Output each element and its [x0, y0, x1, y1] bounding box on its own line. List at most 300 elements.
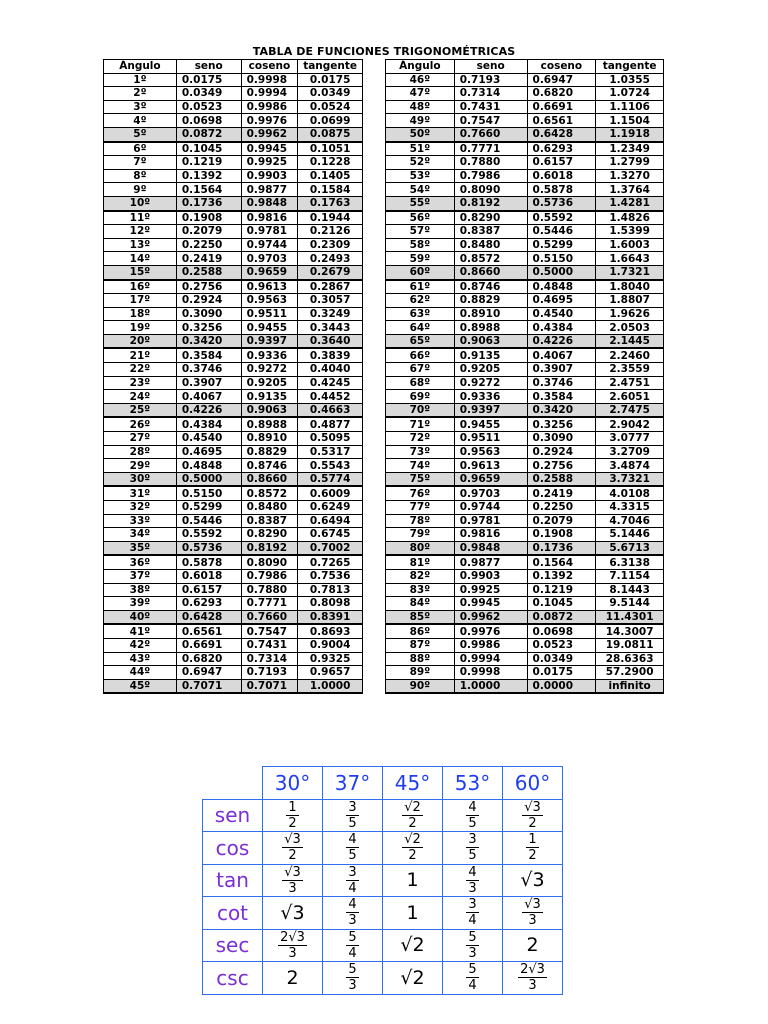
angle-cell: 76º	[386, 486, 455, 500]
denominator: 4	[468, 913, 477, 929]
angle-cell: 31º	[104, 486, 177, 500]
tangent-cell: 0.1228	[298, 156, 363, 170]
cosine-cell: 0.9613	[241, 280, 298, 294]
numerator: 4	[468, 864, 477, 880]
table-row	[386, 100, 664, 114]
function-name: cos	[203, 832, 263, 865]
function-value: √3	[503, 864, 563, 897]
fraction	[282, 866, 303, 895]
cosine-cell: 0.5736	[527, 196, 596, 210]
cosine-cell: 0.5878	[527, 183, 596, 197]
angle-cell: 48º	[386, 100, 455, 114]
angle-cell: 27º	[104, 432, 177, 446]
table-row	[104, 597, 363, 611]
tangent-cell: 0.4245	[298, 376, 363, 390]
cosine-cell: 0.1219	[527, 583, 596, 597]
cosine-cell: 0.9945	[241, 142, 298, 156]
numerator: 4	[348, 897, 357, 913]
angle-cell: 62º	[386, 294, 455, 308]
cosine-cell: 0.2756	[527, 459, 596, 473]
tangent-cell: 3.4874	[596, 459, 664, 473]
table-row	[386, 514, 664, 528]
tangent-cell: 0.6249	[298, 501, 363, 515]
angle-cell: 15º	[104, 265, 177, 279]
angle-cell: 14º	[104, 252, 177, 266]
function-value	[323, 799, 383, 832]
angle-header: 60°	[503, 767, 563, 800]
sine-cell: 0.3090	[176, 307, 241, 321]
cosine-cell: 0.9877	[241, 183, 298, 197]
table-row	[386, 679, 664, 693]
fraction	[466, 866, 478, 895]
fraction	[466, 931, 478, 960]
table-row	[386, 169, 664, 183]
tangent-cell: 2.6051	[596, 390, 664, 404]
tangent-cell: 3.2709	[596, 445, 664, 459]
angle-cell: 45º	[104, 679, 177, 693]
numerator: √2	[404, 832, 421, 848]
function-value	[443, 962, 503, 995]
cosine-cell: 0.0872	[527, 610, 596, 624]
sine-cell: 0.1219	[176, 156, 241, 170]
table-row	[104, 390, 363, 404]
sine-cell: 0.7071	[176, 679, 241, 693]
tangent-cell: 0.1405	[298, 169, 363, 183]
sine-cell: 0.6691	[176, 638, 241, 652]
cosine-cell: 0.0349	[527, 652, 596, 666]
angle-header: 53°	[443, 767, 503, 800]
tangent-cell: 0.1944	[298, 211, 363, 225]
angle-cell: 64º	[386, 321, 455, 335]
cosine-cell: 0.9659	[241, 265, 298, 279]
sine-cell: 0.6157	[176, 583, 241, 597]
angle-cell: 40º	[104, 610, 177, 624]
numerator: 4	[348, 832, 357, 848]
table-row	[104, 459, 363, 473]
cosine-cell: 0.9455	[241, 321, 298, 335]
cosine-cell: 0.9205	[241, 376, 298, 390]
cosine-cell: 0.1908	[527, 528, 596, 542]
numerator: 3	[468, 897, 477, 913]
header-row	[104, 60, 363, 74]
cosine-cell: 0.9511	[241, 307, 298, 321]
tangent-cell: 1.0724	[596, 87, 664, 101]
sine-cell: 0.7193	[454, 73, 527, 87]
table-row	[386, 541, 664, 555]
angle-cell: 33º	[104, 514, 177, 528]
sine-cell: 0.8192	[454, 196, 527, 210]
angle-cell: 67º	[386, 363, 455, 377]
table-row	[386, 376, 664, 390]
sine-cell: 0.2588	[176, 265, 241, 279]
tangent-cell: 1.0000	[298, 679, 363, 693]
table-row	[386, 225, 664, 239]
sine-cell: 0.9986	[454, 638, 527, 652]
denominator: 3	[468, 880, 477, 896]
tangent-cell: 0.4040	[298, 363, 363, 377]
angle-cell: 85º	[386, 610, 455, 624]
sine-cell: 0.4848	[176, 459, 241, 473]
sine-cell: 0.1045	[176, 142, 241, 156]
table-row	[104, 569, 363, 583]
function-row	[203, 864, 563, 897]
function-value: 2	[263, 962, 323, 995]
fraction	[526, 833, 538, 862]
angle-cell: 59º	[386, 252, 455, 266]
function-value	[263, 864, 323, 897]
fraction	[522, 898, 543, 927]
angle-cell: 9º	[104, 183, 177, 197]
cosine-cell: 0.4226	[527, 334, 596, 348]
angle-cell: 68º	[386, 376, 455, 390]
denominator: 2	[288, 848, 297, 864]
cosine-cell: 0.4540	[527, 307, 596, 321]
tangent-cell: 1.3764	[596, 183, 664, 197]
sine-cell: 0.2250	[176, 238, 241, 252]
cosine-cell: 0.0523	[527, 638, 596, 652]
table-row	[104, 363, 363, 377]
function-value	[383, 832, 443, 865]
table-row	[104, 321, 363, 335]
table-row	[104, 169, 363, 183]
function-name: csc	[203, 962, 263, 995]
table-row	[104, 183, 363, 197]
denominator: 3	[348, 913, 357, 929]
table-row	[386, 486, 664, 500]
table-row	[104, 445, 363, 459]
sine-cell: 0.9703	[454, 486, 527, 500]
function-value	[443, 929, 503, 962]
sine-cell: 0.4384	[176, 417, 241, 431]
cosine-cell: 0.1392	[527, 569, 596, 583]
tangent-cell: 3.0777	[596, 432, 664, 446]
table-row	[386, 183, 664, 197]
numerator: 5	[348, 962, 357, 978]
sine-cell: 0.9976	[454, 624, 527, 638]
cosine-cell: 0.9962	[241, 127, 298, 141]
cosine-cell: 0.8387	[241, 514, 298, 528]
table-row	[104, 238, 363, 252]
angle-cell: 8º	[104, 169, 177, 183]
cosine-cell: 0.7193	[241, 666, 298, 680]
table-row	[386, 638, 664, 652]
angle-cell: 18º	[104, 307, 177, 321]
table-row	[104, 100, 363, 114]
tangent-cell: 0.7265	[298, 555, 363, 569]
table-row	[104, 528, 363, 542]
cosine-cell: 0.9397	[241, 334, 298, 348]
angle-cell: 86º	[386, 624, 455, 638]
sine-cell: 0.2079	[176, 225, 241, 239]
tangent-cell: 2.2460	[596, 348, 664, 362]
angle-cell: 54º	[386, 183, 455, 197]
tangent-cell: 0.2867	[298, 280, 363, 294]
sine-cell: 0.5736	[176, 541, 241, 555]
angle-cell: 79º	[386, 528, 455, 542]
tangent-cell: 0.0175	[298, 73, 363, 87]
tangent-cell: 0.8693	[298, 624, 363, 638]
cosine-cell: 0.0698	[527, 624, 596, 638]
tangent-cell: 57.2900	[596, 666, 664, 680]
sine-cell: 0.9063	[454, 334, 527, 348]
sine-cell: 0.7771	[454, 142, 527, 156]
cosine-cell: 0.5000	[527, 265, 596, 279]
function-value	[263, 832, 323, 865]
tangent-cell: 0.1584	[298, 183, 363, 197]
function-row	[203, 832, 563, 865]
angle-cell: 11º	[104, 211, 177, 225]
table-row	[386, 501, 664, 515]
tangent-cell: 0.4877	[298, 417, 363, 431]
cosine-cell: 0.9336	[241, 348, 298, 362]
angle-cell: 34º	[104, 528, 177, 542]
function-row	[203, 929, 563, 962]
sine-cell: 0.8910	[454, 307, 527, 321]
angle-cell: 38º	[104, 583, 177, 597]
tangent-cell: 0.0524	[298, 100, 363, 114]
sine-cell: 0.9205	[454, 363, 527, 377]
numerator: √2	[404, 799, 421, 815]
angle-cell: 30º	[104, 472, 177, 486]
function-value	[443, 832, 503, 865]
special-angles-header-row	[203, 767, 563, 800]
cosine-cell: 0.3907	[527, 363, 596, 377]
function-value	[443, 897, 503, 930]
function-value	[443, 799, 503, 832]
header-tangent: tangente	[596, 60, 664, 74]
angle-cell: 80º	[386, 541, 455, 555]
cosine-cell: 0.4848	[527, 280, 596, 294]
sine-cell: 0.2756	[176, 280, 241, 294]
sine-cell: 0.9781	[454, 514, 527, 528]
numerator: 2√3	[520, 962, 545, 978]
fraction	[346, 833, 358, 862]
cosine-cell: 0.2924	[527, 445, 596, 459]
numerator: 5	[468, 929, 477, 945]
angle-cell: 7º	[104, 156, 177, 170]
table-row	[386, 238, 664, 252]
angle-cell: 20º	[104, 334, 177, 348]
fraction	[522, 801, 543, 830]
tangent-cell: 0.4452	[298, 390, 363, 404]
table-row	[386, 583, 664, 597]
denominator: 4	[348, 945, 357, 961]
table-row	[386, 597, 664, 611]
tangent-cell: 0.2126	[298, 225, 363, 239]
sine-cell: 0.7431	[454, 100, 527, 114]
tangent-cell: 0.9657	[298, 666, 363, 680]
sine-cell: 0.7660	[454, 127, 527, 141]
sine-cell: 0.0872	[176, 127, 241, 141]
denominator: 2	[528, 815, 537, 831]
tangent-cell: 5.1446	[596, 528, 664, 542]
tangent-cell: 0.3249	[298, 307, 363, 321]
table-row	[386, 307, 664, 321]
denominator: 3	[528, 978, 537, 994]
function-name: sen	[203, 799, 263, 832]
table-row	[386, 555, 664, 569]
angle-cell: 75º	[386, 472, 455, 486]
sine-cell: 0.9455	[454, 417, 527, 431]
angle-cell: 66º	[386, 348, 455, 362]
sine-cell: 0.1392	[176, 169, 241, 183]
function-value: 1	[383, 864, 443, 897]
sine-cell: 0.3420	[176, 334, 241, 348]
tangent-cell: 0.3839	[298, 348, 363, 362]
function-value: 2	[503, 929, 563, 962]
tangent-cell: 4.0108	[596, 486, 664, 500]
trig-table-left	[103, 59, 363, 694]
tangent-cell: 2.1445	[596, 334, 664, 348]
tangent-cell: 0.3057	[298, 294, 363, 308]
cosine-cell: 0.9816	[241, 211, 298, 225]
table-row	[386, 156, 664, 170]
cosine-cell: 0.8290	[241, 528, 298, 542]
tangent-cell: 2.7475	[596, 403, 664, 417]
angle-cell: 51º	[386, 142, 455, 156]
cosine-cell: 0.9976	[241, 114, 298, 128]
angle-header: 45°	[383, 767, 443, 800]
header-sine: seno	[176, 60, 241, 74]
function-value	[323, 897, 383, 930]
sine-cell: 0.2924	[176, 294, 241, 308]
tangent-cell: 14.3007	[596, 624, 664, 638]
angle-cell: 35º	[104, 541, 177, 555]
sine-cell: 0.9563	[454, 445, 527, 459]
table-row	[104, 114, 363, 128]
table-row	[386, 666, 664, 680]
angle-cell: 71º	[386, 417, 455, 431]
cosine-cell: 0.8660	[241, 472, 298, 486]
table-row	[386, 403, 664, 417]
table-row	[386, 114, 664, 128]
tangent-cell: 0.0699	[298, 114, 363, 128]
cosine-cell: 0.7071	[241, 679, 298, 693]
denominator: 2	[288, 815, 297, 831]
sine-cell: 0.9659	[454, 472, 527, 486]
cosine-cell: 0.6293	[527, 142, 596, 156]
angle-cell: 65º	[386, 334, 455, 348]
sine-cell: 0.9744	[454, 501, 527, 515]
sine-cell: 0.3907	[176, 376, 241, 390]
angle-cell: 60º	[386, 265, 455, 279]
fraction	[346, 963, 358, 992]
sine-cell: 0.9998	[454, 666, 527, 680]
function-name: tan	[203, 864, 263, 897]
angle-cell: 84º	[386, 597, 455, 611]
table-row	[104, 501, 363, 515]
table-row	[386, 569, 664, 583]
table-row	[386, 445, 664, 459]
tangent-cell: 0.1763	[298, 196, 363, 210]
special-angles-table	[202, 766, 563, 995]
tangent-cell: 0.9004	[298, 638, 363, 652]
table-row	[104, 127, 363, 141]
angle-cell: 22º	[104, 363, 177, 377]
cosine-cell: 0.9998	[241, 73, 298, 87]
fraction	[466, 963, 478, 992]
tangent-cell: 2.0503	[596, 321, 664, 335]
table-row	[386, 280, 664, 294]
header-row	[386, 60, 664, 74]
numerator: 3	[348, 799, 357, 815]
tangent-cell: 0.4663	[298, 403, 363, 417]
fraction	[402, 833, 423, 862]
cosine-cell: 0.7314	[241, 652, 298, 666]
angle-cell: 37º	[104, 569, 177, 583]
tangent-cell: 0.6745	[298, 528, 363, 542]
angle-cell: 53º	[386, 169, 455, 183]
angle-cell: 25º	[104, 403, 177, 417]
table-row	[386, 211, 664, 225]
denominator: 5	[468, 848, 477, 864]
header-sine: seno	[454, 60, 527, 74]
tangent-cell: 0.9325	[298, 652, 363, 666]
table-row	[104, 225, 363, 239]
angle-cell: 50º	[386, 127, 455, 141]
sine-cell: 0.5446	[176, 514, 241, 528]
angle-cell: 5º	[104, 127, 177, 141]
denominator: 3	[468, 945, 477, 961]
cosine-cell: 0.8988	[241, 417, 298, 431]
sine-cell: 0.9962	[454, 610, 527, 624]
cosine-cell: 0.6157	[527, 156, 596, 170]
angle-cell: 58º	[386, 238, 455, 252]
sine-cell: 0.0523	[176, 100, 241, 114]
tangent-cell: 5.6713	[596, 541, 664, 555]
fraction	[518, 963, 547, 992]
cosine-cell: 0.6428	[527, 127, 596, 141]
corner-cell	[203, 767, 263, 800]
header-cosine: coseno	[527, 60, 596, 74]
denominator: 3	[528, 913, 537, 929]
cosine-cell: 0.9703	[241, 252, 298, 266]
sine-cell: 0.8746	[454, 280, 527, 294]
trig-table-right	[385, 59, 664, 694]
sine-cell: 0.1908	[176, 211, 241, 225]
header-cosine: coseno	[241, 60, 298, 74]
numerator: √3	[284, 832, 301, 848]
sine-cell: 0.3746	[176, 363, 241, 377]
fraction	[282, 833, 303, 862]
angle-cell: 6º	[104, 142, 177, 156]
table-row	[386, 363, 664, 377]
table-row	[104, 348, 363, 362]
cosine-cell: 0.9903	[241, 169, 298, 183]
table-row	[104, 432, 363, 446]
denominator: 4	[468, 978, 477, 994]
angle-cell: 32º	[104, 501, 177, 515]
numerator: 1	[528, 832, 537, 848]
sine-cell: 0.3584	[176, 348, 241, 362]
angle-cell: 72º	[386, 432, 455, 446]
denominator: 4	[348, 880, 357, 896]
sine-cell: 0.9272	[454, 376, 527, 390]
sine-cell: 0.4540	[176, 432, 241, 446]
table-row	[386, 196, 664, 210]
angle-cell: 23º	[104, 376, 177, 390]
table-row	[104, 142, 363, 156]
table-row	[386, 294, 664, 308]
sine-cell: 0.9511	[454, 432, 527, 446]
table-row	[386, 334, 664, 348]
angle-cell: 78º	[386, 514, 455, 528]
sine-cell: 0.6820	[176, 652, 241, 666]
numerator: 3	[468, 832, 477, 848]
tangent-cell: 0.2493	[298, 252, 363, 266]
function-value	[323, 962, 383, 995]
cosine-cell: 0.9848	[241, 196, 298, 210]
